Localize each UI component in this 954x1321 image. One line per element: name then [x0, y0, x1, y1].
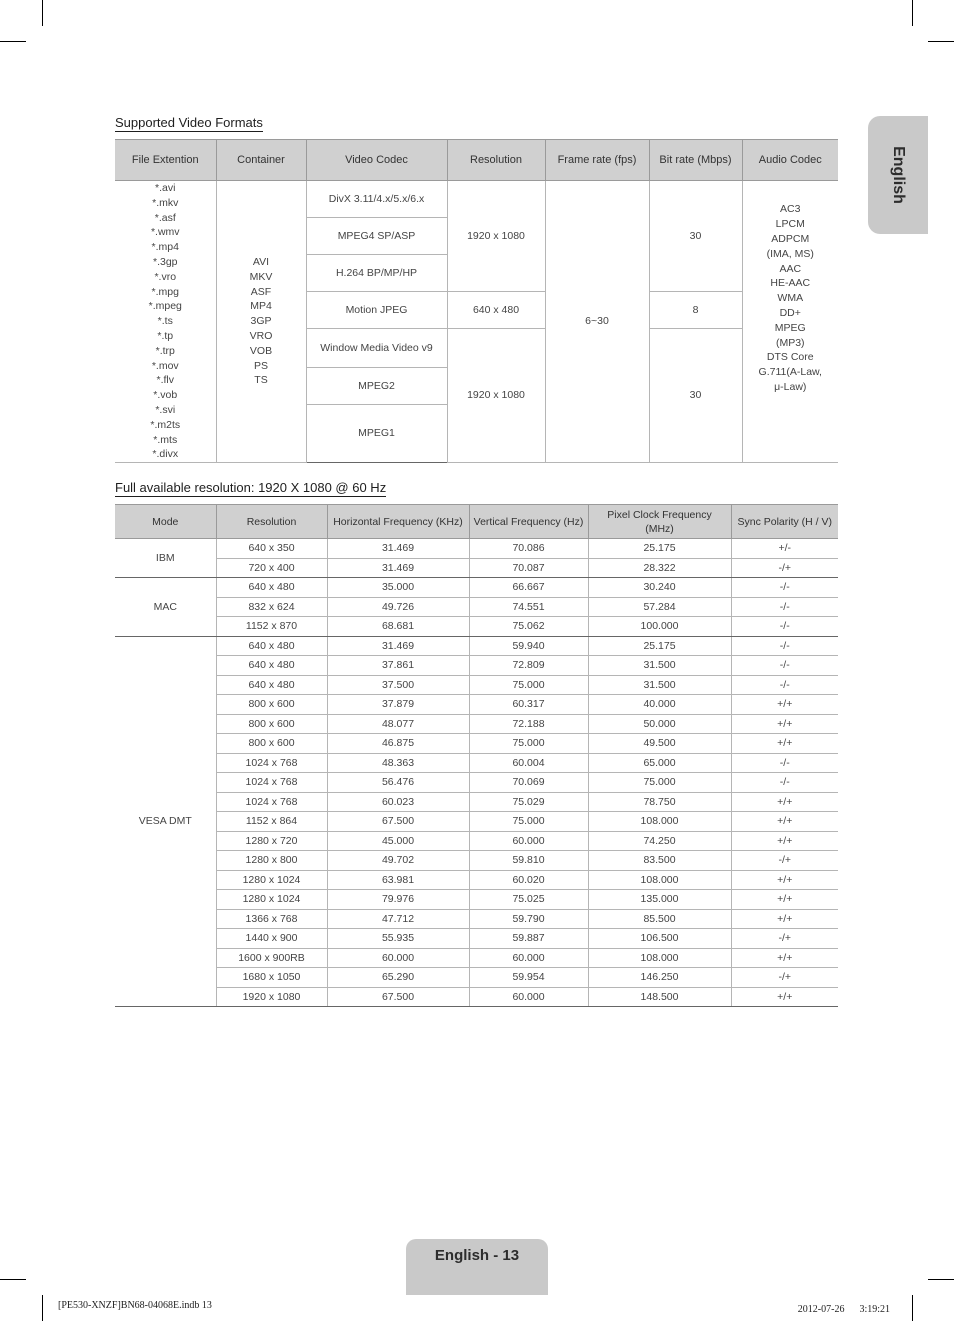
vertical-frequency-cell: 59.954 — [469, 968, 588, 988]
video-codec-cell: MPEG2 — [306, 368, 447, 405]
pixel-clock-cell: 40.000 — [588, 695, 731, 715]
horizontal-frequency-cell: 45.000 — [327, 831, 469, 851]
file-extension-item: *.tp — [157, 329, 174, 342]
vertical-frequency-cell: 59.790 — [469, 909, 588, 929]
horizontal-frequency-cell: 67.500 — [327, 812, 469, 832]
table-row — [115, 617, 838, 637]
table-row — [115, 714, 838, 734]
table-row — [115, 831, 838, 851]
pixel-clock-cell: 85.500 — [588, 909, 731, 929]
table-row — [115, 578, 838, 598]
resolution-cell: 1280 x 1024 — [216, 870, 327, 890]
horizontal-frequency-cell: 79.976 — [327, 890, 469, 910]
sync-polarity-cell: +/+ — [731, 812, 838, 832]
horizontal-frequency-cell: 68.681 — [327, 617, 469, 637]
resolution-cell: 640 x 480 — [216, 636, 327, 656]
pixel-clock-cell: 74.250 — [588, 831, 731, 851]
video-codec-cell: DivX 3.11/4.x/5.x/6.x — [306, 181, 447, 218]
horizontal-frequency-cell: 37.861 — [327, 656, 469, 676]
container-item: 3GP — [250, 315, 272, 328]
vertical-frequency-cell: 75.000 — [469, 675, 588, 695]
mode-cell: MAC — [115, 578, 216, 637]
crop-mark — [0, 41, 26, 42]
file-extension-item: *.svi — [155, 403, 176, 416]
pixel-clock-cell: 50.000 — [588, 714, 731, 734]
vertical-frequency-cell: 72.809 — [469, 656, 588, 676]
table-row — [115, 734, 838, 754]
resolution-cell: 640 x 480 — [447, 292, 545, 329]
table-row — [115, 656, 838, 676]
sync-polarity-cell: +/+ — [731, 870, 838, 890]
sync-polarity-cell: -/+ — [731, 558, 838, 578]
column-header: Frame rate (fps) — [545, 140, 649, 181]
sync-polarity-cell: -/- — [731, 636, 838, 656]
sync-polarity-cell: -/- — [731, 675, 838, 695]
resolution-modes-body — [115, 539, 838, 1007]
file-extension-item: *.mkv — [152, 196, 179, 209]
table-row — [115, 753, 838, 773]
vertical-frequency-cell: 75.029 — [469, 792, 588, 812]
vertical-frequency-cell: 70.087 — [469, 558, 588, 578]
table-row — [115, 870, 838, 890]
table-row — [115, 948, 838, 968]
resolution-cell: 800 x 600 — [216, 714, 327, 734]
table-row — [115, 812, 838, 832]
file-extension-item: *.m2ts — [150, 418, 181, 431]
footer-file-info: [PE530-XNZF]BN68-04068E.indb 13 — [58, 1300, 212, 1311]
sync-polarity-cell: +/+ — [731, 948, 838, 968]
resolution-cell: 720 x 400 — [216, 558, 327, 578]
crop-mark — [0, 1279, 26, 1280]
column-header: Bit rate (Mbps) — [649, 140, 742, 181]
resolution-cell: 1024 x 768 — [216, 753, 327, 773]
resolution-cell: 1152 x 864 — [216, 812, 327, 832]
horizontal-frequency-cell: 48.077 — [327, 714, 469, 734]
horizontal-frequency-cell: 31.469 — [327, 558, 469, 578]
sync-polarity-cell: -/- — [731, 656, 838, 676]
horizontal-frequency-cell: 46.875 — [327, 734, 469, 754]
column-header: Mode — [115, 505, 216, 539]
resolution-cell: 1280 x 800 — [216, 851, 327, 871]
column-header: Resolution — [447, 140, 545, 181]
pixel-clock-cell: 31.500 — [588, 675, 731, 695]
file-extension-item: *.3gp — [152, 255, 178, 268]
crop-mark — [42, 1295, 43, 1321]
video-codec-cell: MPEG4 SP/ASP — [306, 218, 447, 255]
pixel-clock-cell: 25.175 — [588, 539, 731, 559]
pixel-clock-cell: 106.500 — [588, 929, 731, 949]
table-row — [115, 851, 838, 871]
language-side-tab-label: English — [890, 146, 907, 204]
horizontal-frequency-cell: 67.500 — [327, 987, 469, 1007]
language-side-tab — [868, 116, 928, 234]
vertical-frequency-cell: 70.069 — [469, 773, 588, 793]
table-header-row — [115, 140, 838, 181]
horizontal-frequency-cell: 37.879 — [327, 695, 469, 715]
horizontal-frequency-cell: 49.702 — [327, 851, 469, 871]
crop-mark — [912, 0, 913, 26]
file-extension-item: *.flv — [156, 374, 174, 387]
column-header: Vertical Frequency (Hz) — [469, 505, 588, 539]
frame-rate-cell: 6~30 — [545, 181, 649, 463]
sync-polarity-cell: -/+ — [731, 929, 838, 949]
audio-codec-item: DD+ — [779, 306, 801, 319]
resolution-cell: 1680 x 1050 — [216, 968, 327, 988]
pixel-clock-cell: 65.000 — [588, 753, 731, 773]
video-codec-cell: Window Media Video v9 — [306, 329, 447, 368]
resolution-cell: 1366 x 768 — [216, 909, 327, 929]
sync-polarity-cell: +/+ — [731, 909, 838, 929]
sync-polarity-cell: +/+ — [731, 890, 838, 910]
crop-mark — [928, 41, 954, 42]
vertical-frequency-cell: 60.020 — [469, 870, 588, 890]
resolution-cell: 640 x 350 — [216, 539, 327, 559]
sync-polarity-cell: +/- — [731, 539, 838, 559]
resolution-cell: 800 x 600 — [216, 695, 327, 715]
page-number-label: English - 13 — [434, 1247, 520, 1264]
vertical-frequency-cell: 75.062 — [469, 617, 588, 637]
resolution-cell: 1440 x 900 — [216, 929, 327, 949]
column-header: Audio Codec — [742, 140, 838, 181]
bit-rate-cell: 30 — [649, 181, 742, 292]
vertical-frequency-cell: 60.000 — [469, 987, 588, 1007]
sync-polarity-cell: -/- — [731, 578, 838, 598]
audio-codec-item: ADPCM — [771, 232, 810, 245]
resolution-cell: 1600 x 900RB — [216, 948, 327, 968]
table-row — [115, 773, 838, 793]
file-extension-item: *.mov — [151, 359, 179, 372]
vertical-frequency-cell: 75.000 — [469, 812, 588, 832]
pixel-clock-cell: 135.000 — [588, 890, 731, 910]
sync-polarity-cell: -/+ — [731, 968, 838, 988]
horizontal-frequency-cell: 63.981 — [327, 870, 469, 890]
container-item: VRO — [249, 329, 273, 342]
sync-polarity-cell: -/- — [731, 753, 838, 773]
horizontal-frequency-cell: 60.000 — [327, 948, 469, 968]
sync-polarity-cell: -/+ — [731, 851, 838, 871]
page-number-tab — [406, 1239, 548, 1295]
file-extension-item: *.divx — [152, 448, 179, 461]
table-row — [115, 675, 838, 695]
resolution-modes-title: Full available resolution: 1920 X 1080 @ 60 Hz — [115, 480, 387, 495]
pixel-clock-cell: 108.000 — [588, 948, 731, 968]
table-row — [115, 597, 838, 617]
vertical-frequency-cell: 59.887 — [469, 929, 588, 949]
pixel-clock-cell: 108.000 — [588, 870, 731, 890]
column-header: Sync Polarity (H / V) — [731, 505, 838, 539]
file-extension-item: *.wmv — [150, 226, 180, 239]
vertical-frequency-cell: 59.940 — [469, 636, 588, 656]
column-header: Pixel Clock Frequency (MHz) — [588, 505, 731, 539]
file-extension-item: *.vro — [154, 270, 177, 283]
vertical-frequency-cell: 60.000 — [469, 831, 588, 851]
resolution-cell: 1280 x 1024 — [216, 890, 327, 910]
container-item: PS — [253, 359, 268, 372]
vertical-frequency-cell: 60.004 — [469, 753, 588, 773]
audio-codec-item: AC3 — [780, 203, 801, 216]
sync-polarity-cell: +/+ — [731, 792, 838, 812]
container-item: VOB — [249, 344, 273, 357]
vertical-frequency-cell: 66.667 — [469, 578, 588, 598]
crop-mark — [928, 1279, 954, 1280]
vertical-frequency-cell: 72.188 — [469, 714, 588, 734]
crop-mark — [912, 1295, 913, 1321]
video-codec-cell: Motion JPEG — [306, 292, 447, 329]
horizontal-frequency-cell: 31.469 — [327, 636, 469, 656]
table-row — [115, 909, 838, 929]
file-extension-item: *.mpeg — [148, 300, 182, 313]
sync-polarity-cell: +/+ — [731, 714, 838, 734]
resolution-cell: 1024 x 768 — [216, 773, 327, 793]
file-extension-list — [115, 181, 216, 463]
table-row — [115, 695, 838, 715]
table-row — [115, 929, 838, 949]
container-item: ASF — [250, 285, 272, 298]
pixel-clock-cell: 25.175 — [588, 636, 731, 656]
audio-codec-list — [742, 181, 838, 463]
container-item: MP4 — [250, 300, 272, 313]
sync-polarity-cell: +/+ — [731, 831, 838, 851]
container-list — [216, 181, 306, 463]
file-extension-item: *.asf — [154, 211, 176, 224]
vertical-frequency-cell: 60.317 — [469, 695, 588, 715]
pixel-clock-cell: 30.240 — [588, 578, 731, 598]
mode-cell: IBM — [115, 539, 216, 578]
resolution-cell: 1280 x 720 — [216, 831, 327, 851]
horizontal-frequency-cell: 37.500 — [327, 675, 469, 695]
sync-polarity-cell: -/- — [731, 617, 838, 637]
video-codec-cell: H.264 BP/MP/HP — [306, 255, 447, 292]
audio-codec-item: μ-Law) — [774, 380, 807, 393]
audio-codec-item: (IMA, MS) — [766, 247, 814, 260]
file-extension-item: *.ts — [157, 315, 173, 328]
crop-mark — [42, 0, 43, 26]
horizontal-frequency-cell: 48.363 — [327, 753, 469, 773]
resolution-cell: 1920 x 1080 — [216, 987, 327, 1007]
pixel-clock-cell: 83.500 — [588, 851, 731, 871]
sync-polarity-cell: -/- — [731, 597, 838, 617]
resolution-cell: 1152 x 870 — [216, 617, 327, 637]
horizontal-frequency-cell: 31.469 — [327, 539, 469, 559]
audio-codec-item: (MP3) — [775, 336, 805, 349]
horizontal-frequency-cell: 47.712 — [327, 909, 469, 929]
file-extension-item: *.trp — [155, 344, 175, 357]
file-extension-item: *.mts — [153, 433, 178, 446]
horizontal-frequency-cell: 55.935 — [327, 929, 469, 949]
video-formats-title: Supported Video Formats — [115, 115, 263, 130]
audio-codec-item: LPCM — [775, 218, 805, 231]
resolution-cell: 1024 x 768 — [216, 792, 327, 812]
table-row — [115, 636, 838, 656]
mode-cell: VESA DMT — [115, 636, 216, 1007]
resolution-cell: 640 x 480 — [216, 578, 327, 598]
sync-polarity-cell: +/+ — [731, 695, 838, 715]
footer-timestamp: 2012-07-26 3:19:21 — [797, 1304, 890, 1315]
vertical-frequency-cell: 74.551 — [469, 597, 588, 617]
file-extension-item: *.avi — [155, 182, 176, 194]
resolution-cell: 1920 x 1080 — [447, 329, 545, 463]
pixel-clock-cell: 148.500 — [588, 987, 731, 1007]
table-header-row — [115, 505, 838, 539]
vertical-frequency-cell: 75.025 — [469, 890, 588, 910]
sync-polarity-cell: +/+ — [731, 987, 838, 1007]
pixel-clock-cell: 146.250 — [588, 968, 731, 988]
resolution-cell: 832 x 624 — [216, 597, 327, 617]
horizontal-frequency-cell: 56.476 — [327, 773, 469, 793]
resolution-cell: 640 x 480 — [216, 675, 327, 695]
sync-polarity-cell: +/+ — [731, 734, 838, 754]
audio-codec-item: WMA — [777, 292, 804, 305]
table-row — [115, 558, 838, 578]
horizontal-frequency-cell: 65.290 — [327, 968, 469, 988]
pixel-clock-cell: 78.750 — [588, 792, 731, 812]
column-header: Horizontal Frequency (KHz) — [327, 505, 469, 539]
audio-codec-item: AAC — [779, 262, 802, 275]
table-row — [115, 181, 838, 218]
file-extension-item: *.vob — [153, 389, 178, 402]
vertical-frequency-cell: 70.086 — [469, 539, 588, 559]
pixel-clock-cell: 31.500 — [588, 656, 731, 676]
resolution-cell: 640 x 480 — [216, 656, 327, 676]
table-row — [115, 968, 838, 988]
pixel-clock-cell: 75.000 — [588, 773, 731, 793]
vertical-frequency-cell: 59.810 — [469, 851, 588, 871]
column-header: File Extention — [115, 140, 216, 181]
bit-rate-cell: 30 — [649, 329, 742, 463]
resolution-modes-table — [115, 504, 838, 1007]
pixel-clock-cell: 49.500 — [588, 734, 731, 754]
container-item: TS — [254, 374, 268, 387]
video-codec-cell: MPEG1 — [306, 405, 447, 463]
vertical-frequency-cell: 75.000 — [469, 734, 588, 754]
container-item: MKV — [249, 270, 273, 283]
pixel-clock-cell: 28.322 — [588, 558, 731, 578]
bit-rate-cell: 8 — [649, 292, 742, 329]
horizontal-frequency-cell: 60.023 — [327, 792, 469, 812]
pixel-clock-cell: 108.000 — [588, 812, 731, 832]
column-header: Container — [216, 140, 306, 181]
table-row — [115, 792, 838, 812]
horizontal-frequency-cell: 49.726 — [327, 597, 469, 617]
table-row — [115, 539, 838, 559]
pixel-clock-cell: 100.000 — [588, 617, 731, 637]
vertical-frequency-cell: 60.000 — [469, 948, 588, 968]
sync-polarity-cell: -/- — [731, 773, 838, 793]
pixel-clock-cell: 57.284 — [588, 597, 731, 617]
resolution-cell: 800 x 600 — [216, 734, 327, 754]
container-item: AVI — [252, 255, 270, 268]
table-row — [115, 987, 838, 1007]
audio-codec-item: DTS Core — [766, 351, 814, 364]
table-row — [115, 890, 838, 910]
audio-codec-item: HE-AAC — [770, 277, 811, 290]
resolution-cell: 1920 x 1080 — [447, 181, 545, 292]
audio-codec-item: MPEG — [774, 321, 806, 334]
column-header: Resolution — [216, 505, 327, 539]
column-header: Video Codec — [306, 140, 447, 181]
file-extension-item: *.mp4 — [151, 241, 179, 254]
video-formats-table — [115, 139, 838, 463]
horizontal-frequency-cell: 35.000 — [327, 578, 469, 598]
file-extension-item: *.mpg — [151, 285, 179, 298]
audio-codec-item: G.711(A-Law, — [758, 366, 822, 379]
